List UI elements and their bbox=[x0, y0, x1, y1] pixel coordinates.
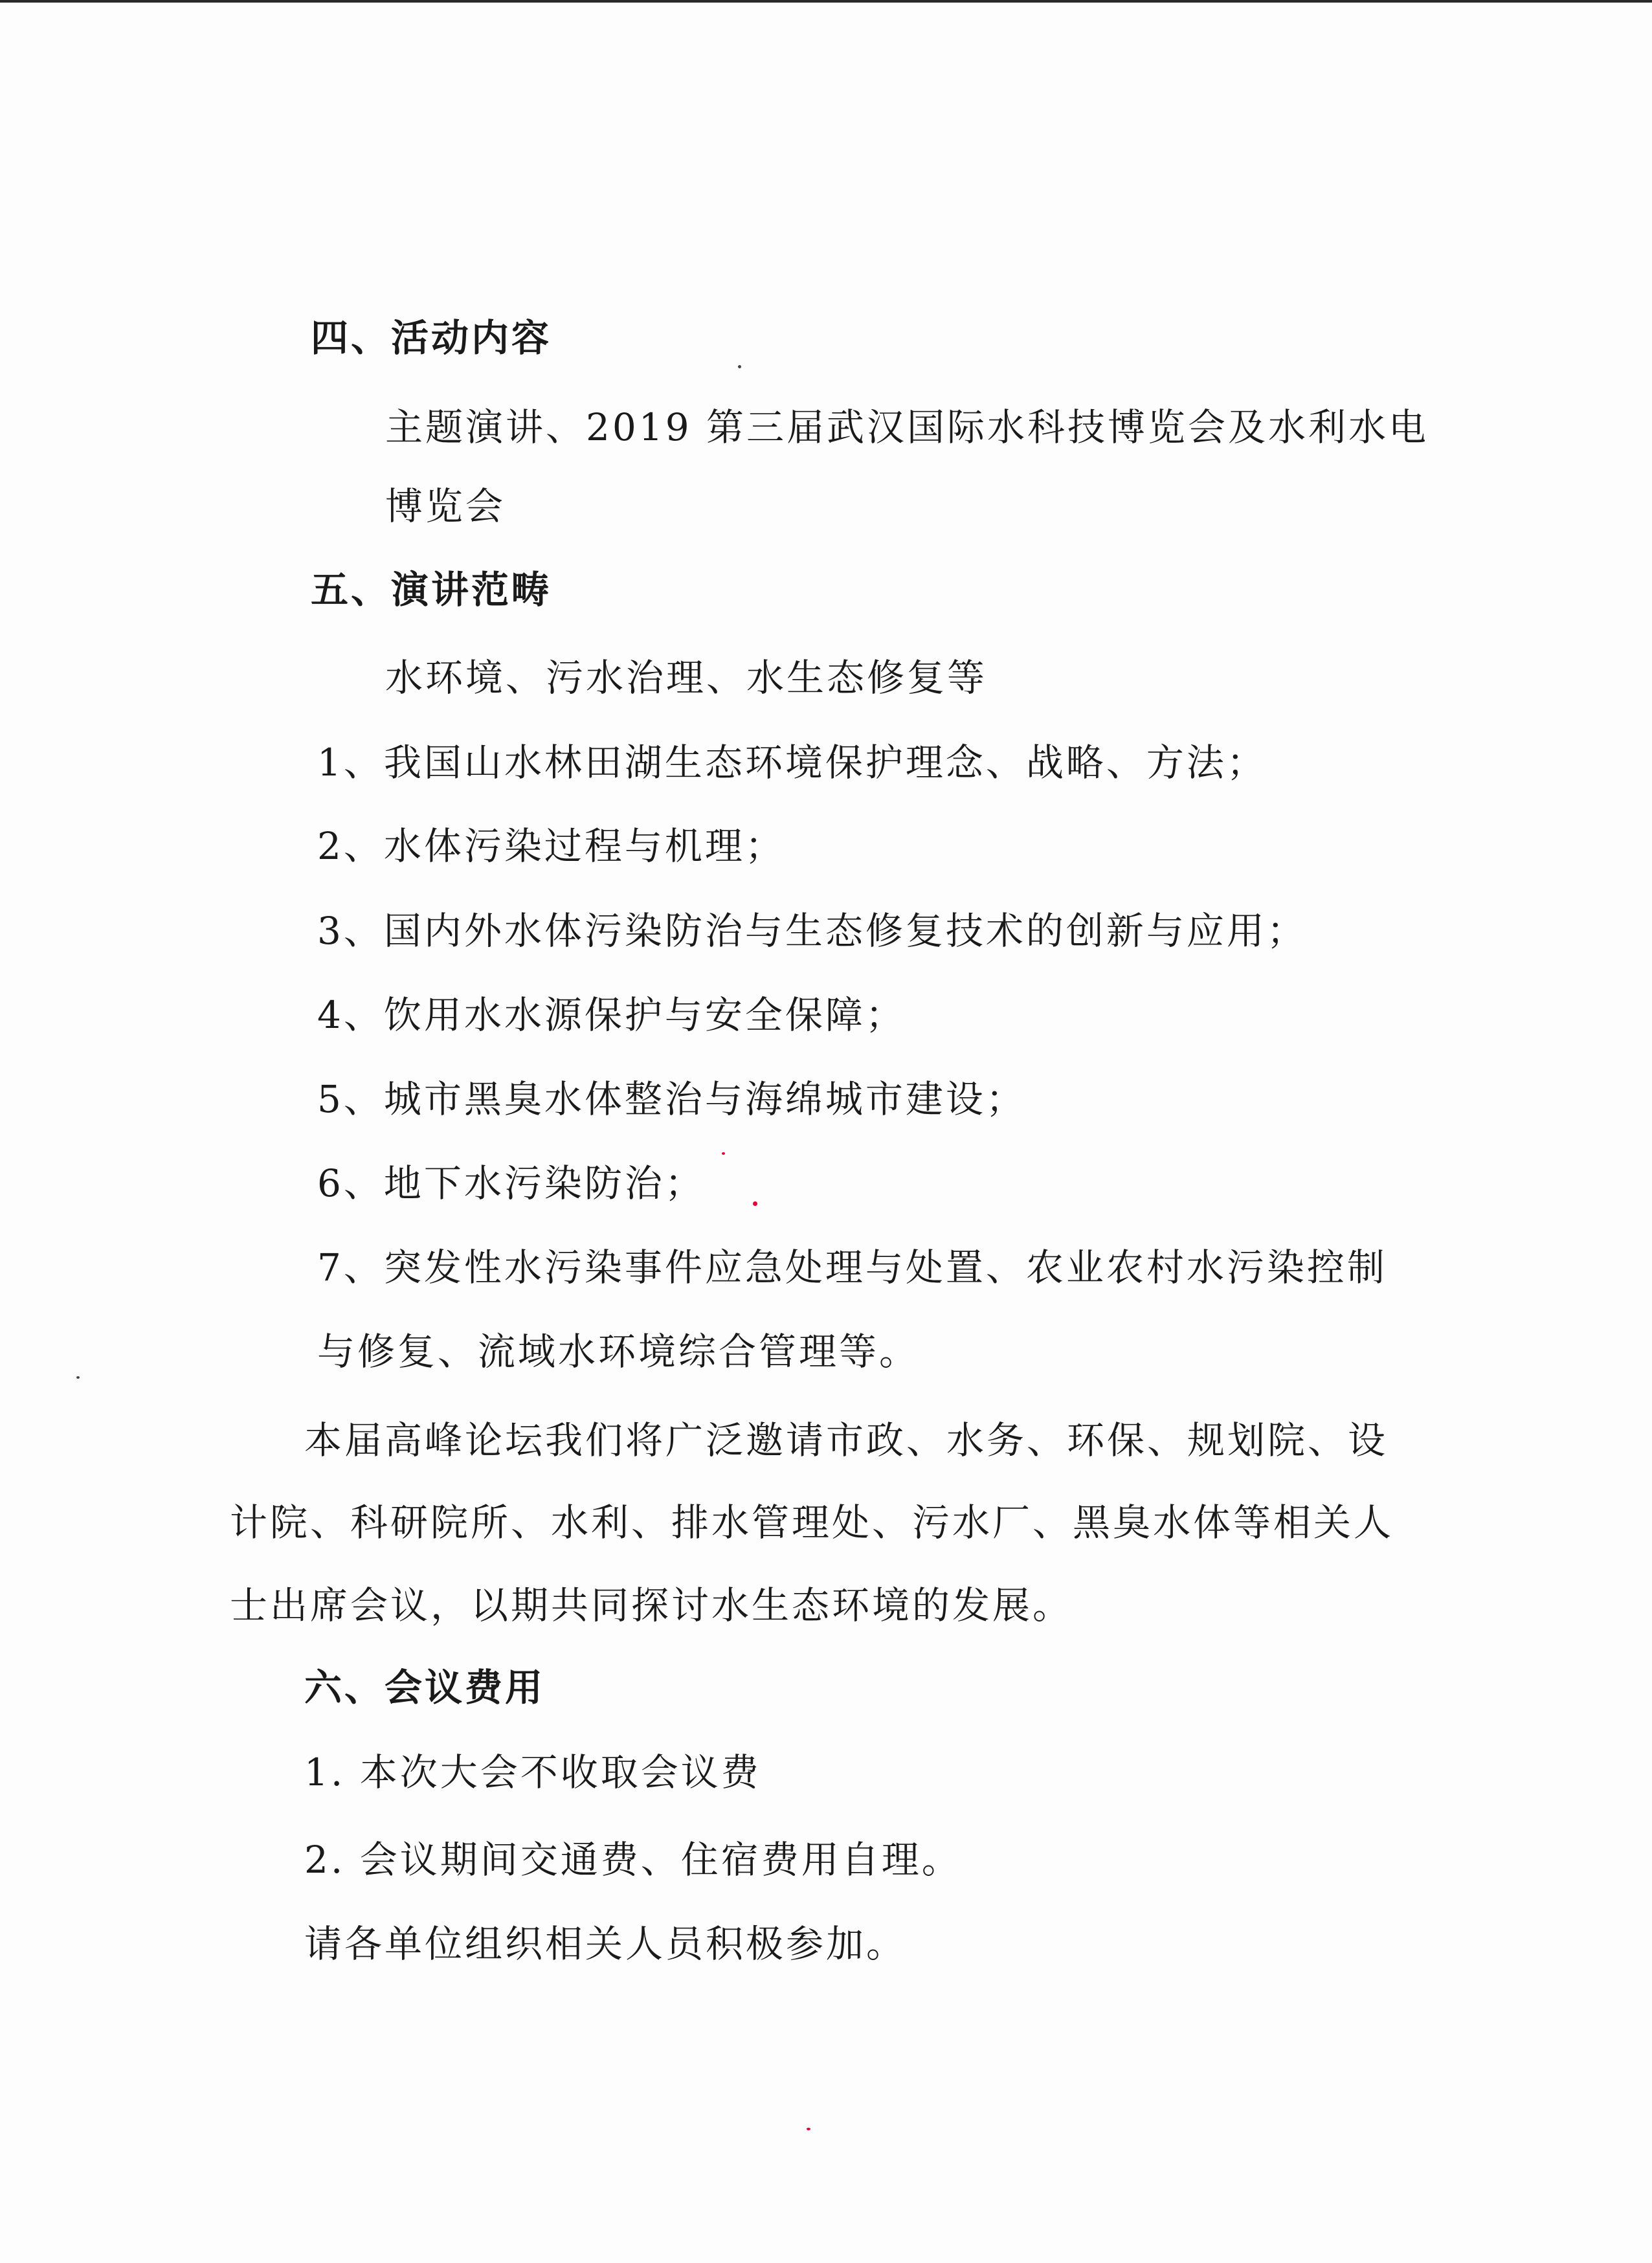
section-5-heading: 五、演讲范畴 bbox=[311, 568, 552, 612]
scope-item-2: 2、水体污染过程与机理； bbox=[317, 824, 785, 868]
invitation-line-2: 计院、科研院所、水利、排水管理处、污水厂、黑臭水体等相关人 bbox=[230, 1500, 1394, 1544]
closing-line: 请各单位组织相关人员积极参加。 bbox=[304, 1922, 907, 1966]
invitation-line-3: 士出席会议，以期共同探讨水生态环境的发展。 bbox=[230, 1583, 1073, 1627]
scan-speck-red bbox=[807, 2128, 810, 2130]
fee-item-1: 1. 本次大会不收取会议费 bbox=[304, 1750, 761, 1794]
scan-speck bbox=[76, 1376, 80, 1379]
scope-item-7-continued: 与修复、流域水环境综合管理等。 bbox=[317, 1330, 920, 1374]
invitation-line-1: 本届高峰论坛我们将广泛邀请市政、水务、环保、规划院、设 bbox=[304, 1418, 1389, 1462]
scan-speck-red bbox=[753, 1201, 757, 1206]
scan-speck-red bbox=[722, 1152, 725, 1155]
scan-top-edge bbox=[0, 0, 1652, 3]
section-4-heading: 四、活动内容 bbox=[311, 316, 552, 360]
scan-speck bbox=[738, 365, 741, 368]
scope-item-4: 4、饮用水水源保护与安全保障； bbox=[317, 993, 906, 1037]
section-4-text-line-1: 主题演讲、2019 第三届武汉国际水科技博览会及水利水电 bbox=[385, 405, 1429, 449]
scope-item-6: 6、地下水污染防治； bbox=[317, 1161, 705, 1205]
scope-item-5: 5、城市黑臭水体整治与海绵城市建设； bbox=[317, 1077, 1026, 1121]
scope-item-1: 1、我国山水林田湖生态环境保护理念、战略、方法； bbox=[317, 741, 1267, 785]
scope-item-7: 7、突发性水污染事件应急处理与处置、农业农村水污染控制 bbox=[317, 1245, 1387, 1289]
scope-item-3: 3、国内外水体污染防治与生态修复技术的创新与应用； bbox=[317, 909, 1307, 953]
section-4-text-line-2: 博览会 bbox=[385, 484, 506, 528]
section-6-heading: 六、会议费用 bbox=[304, 1666, 546, 1710]
fee-item-2: 2. 会议期间交通费、住宿费用自理。 bbox=[304, 1838, 962, 1882]
section-5-intro: 水环境、污水治理、水生态修复等 bbox=[385, 656, 988, 700]
